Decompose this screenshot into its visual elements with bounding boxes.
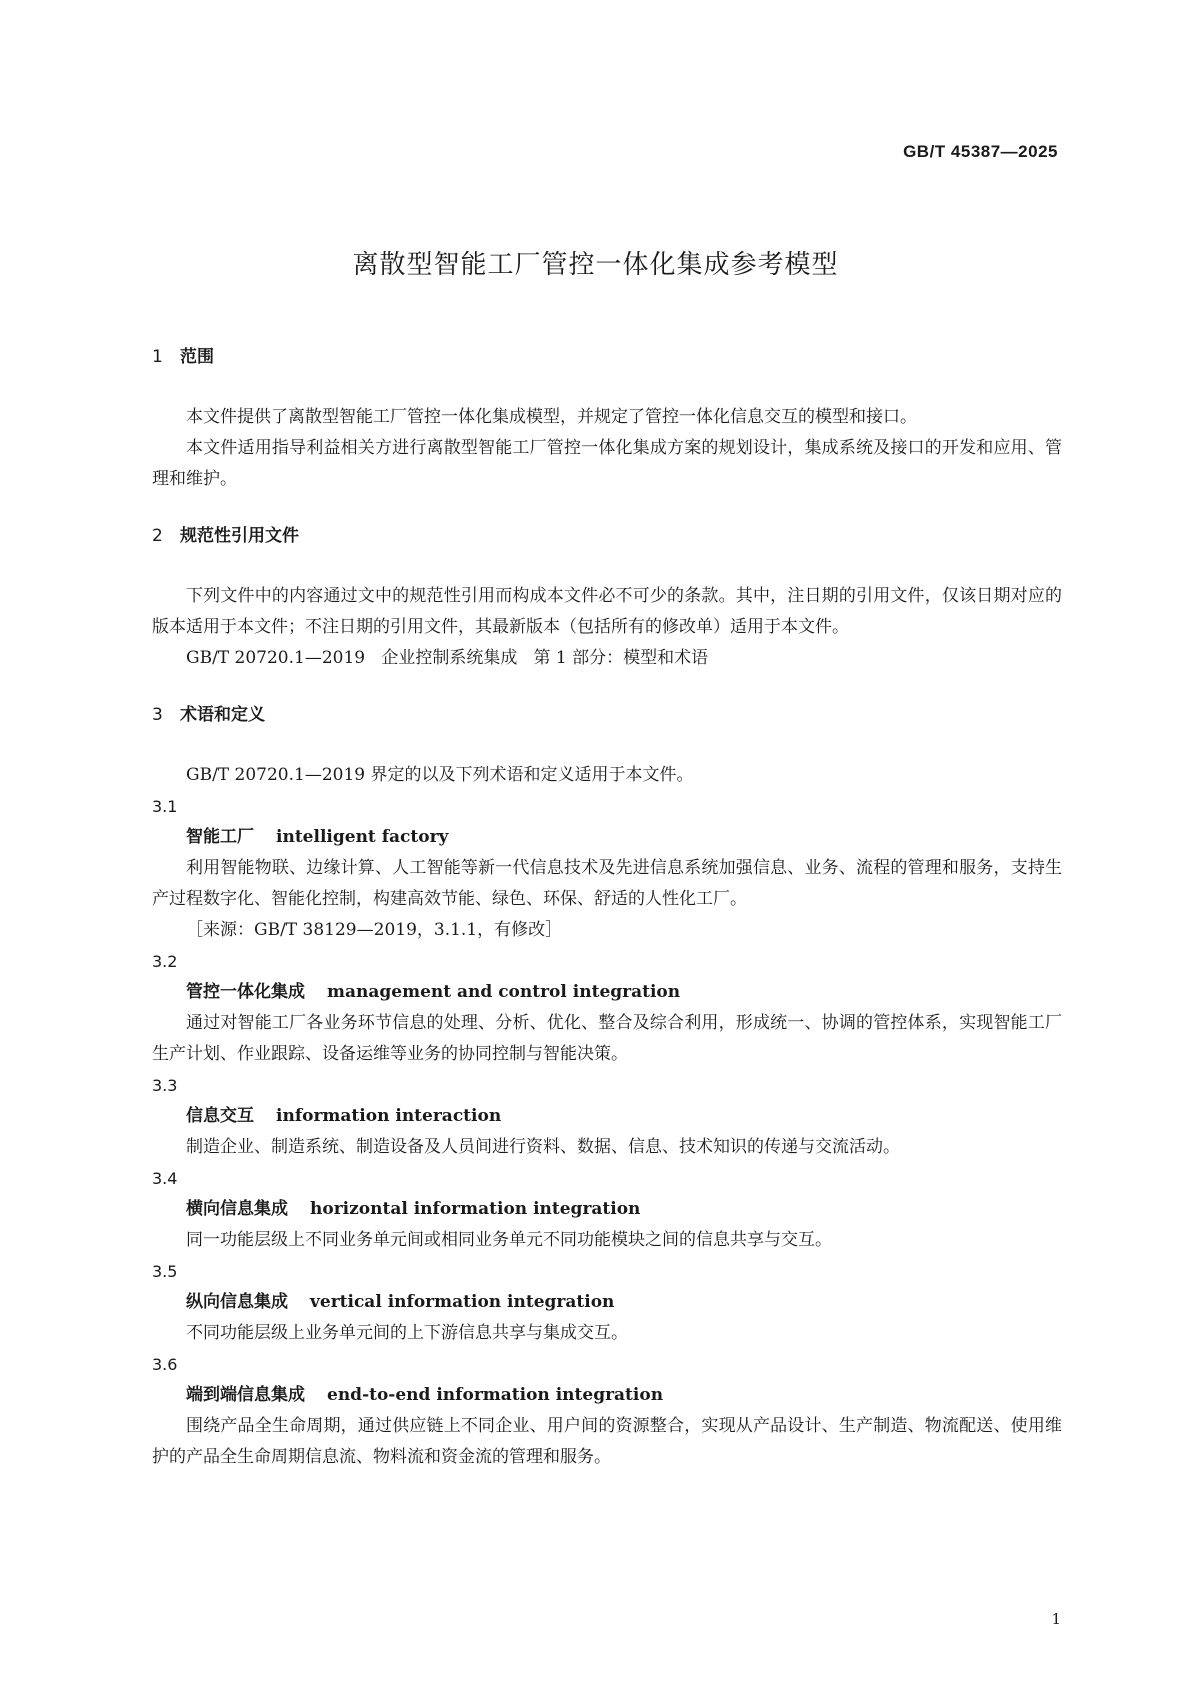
section-1-paragraph-2: 本文件适用指导利益相关方进行离散型智能工厂管控一体化集成方案的规划设计，集成系统及接口的开发和应用、管理和维护。 xyxy=(152,438,1062,489)
standard-code: GB/T 45387—2025 xyxy=(903,142,1058,161)
term-definition: 不同功能层级上业务单元间的上下游信息共享与集成交互。 xyxy=(186,1323,628,1343)
term-number: 3.6 xyxy=(152,1355,178,1374)
term-english-name: end-to-end information integration xyxy=(327,1385,664,1405)
term-number: 3.4 xyxy=(152,1169,178,1188)
section-3-paragraph-1: GB/T 20720.1—2019 界定的以及下列术语和定义适用于本文件。 xyxy=(186,765,694,785)
term-definition: 利用智能物联、边缘计算、人工智能等新一代信息技术及先进信息系统加强信息、业务、流程的管理和服务，支持生产过程数字化、智能化控制，构建高效节能、绿色、环保、舒适的人性化工厂。 xyxy=(152,858,1062,909)
term-heading xyxy=(152,1287,1062,1318)
document-body xyxy=(152,342,1062,1473)
section-1-heading xyxy=(152,342,1062,372)
term-english-name: intelligent factory xyxy=(276,827,449,847)
term-heading xyxy=(152,1194,1062,1225)
term-heading xyxy=(152,822,1062,853)
term-number: 3.3 xyxy=(152,1076,178,1095)
normative-reference-1: GB/T 20720.1—2019 企业控制系统集成 第 1 部分：模型和术语 xyxy=(186,648,709,668)
page-number: 1 xyxy=(1051,1610,1061,1628)
term-chinese-name: 纵向信息集成 xyxy=(186,1292,288,1312)
term-heading xyxy=(152,1380,1062,1411)
term-chinese-name: 管控一体化集成 xyxy=(186,982,305,1002)
term-definition: 围绕产品全生命周期，通过供应链上不同企业、用户间的资源整合，实现从产品设计、生产制造、物流配送、使用维护的产品全生命周期信息流、物料流和资金流的管理和服务。 xyxy=(152,1416,1062,1467)
section-2-heading xyxy=(152,521,1062,551)
term-english-name: horizontal information integration xyxy=(310,1199,641,1219)
term-heading xyxy=(152,977,1062,1008)
term-chinese-name: 端到端信息集成 xyxy=(186,1385,305,1405)
term-definition: 同一功能层级上不同业务单元间或相同业务单元不同功能模块之间的信息共享与交互。 xyxy=(186,1230,832,1250)
term-source-note: ［来源：GB/T 38129—2019，3.1.1，有修改］ xyxy=(186,920,563,940)
term-english-name: vertical information integration xyxy=(310,1292,615,1312)
term-definition: 通过对智能工厂各业务环节信息的处理、分析、优化、整合及综合利用，形成统一、协调的管控体系，实现智能工厂生产计划、作业跟踪、设备运维等业务的协同控制与智能决策。 xyxy=(152,1013,1062,1064)
term-heading xyxy=(152,1101,1062,1132)
section-1-title: 范围 xyxy=(180,347,214,367)
term-definition: 制造企业、制造系统、制造设备及人员间进行资料、数据、信息、技术知识的传递与交流活动。 xyxy=(186,1137,900,1157)
section-2-title: 规范性引用文件 xyxy=(180,526,299,546)
section-1-number: 1 xyxy=(152,347,163,367)
term-english-name: management and control integration xyxy=(327,982,681,1002)
term-chinese-name: 信息交互 xyxy=(186,1106,254,1126)
term-chinese-name: 横向信息集成 xyxy=(186,1199,288,1219)
term-number: 3.5 xyxy=(152,1262,178,1281)
section-2-paragraph-1: 下列文件中的内容通过文中的规范性引用而构成本文件必不可少的条款。其中，注日期的引用文件，仅该日期对应的版本适用于本文件；不注日期的引用文件，其最新版本（包括所有的修改单）适用于本文件。 xyxy=(152,586,1062,637)
section-2-number: 2 xyxy=(152,526,163,546)
term-chinese-name: 智能工厂 xyxy=(186,827,254,847)
section-3-heading xyxy=(152,700,1062,730)
section-3-title: 术语和定义 xyxy=(180,705,265,725)
document-title: 离散型智能工厂管控一体化集成参考模型 xyxy=(352,250,839,280)
term-english-name: information interaction xyxy=(276,1106,502,1126)
section-1-paragraph-1: 本文件提供了离散型智能工厂管控一体化集成模型，并规定了管控一体化信息交互的模型和接口。 xyxy=(186,407,917,427)
term-number: 3.2 xyxy=(152,952,178,971)
section-3-number: 3 xyxy=(152,705,163,725)
term-number: 3.1 xyxy=(152,797,178,816)
